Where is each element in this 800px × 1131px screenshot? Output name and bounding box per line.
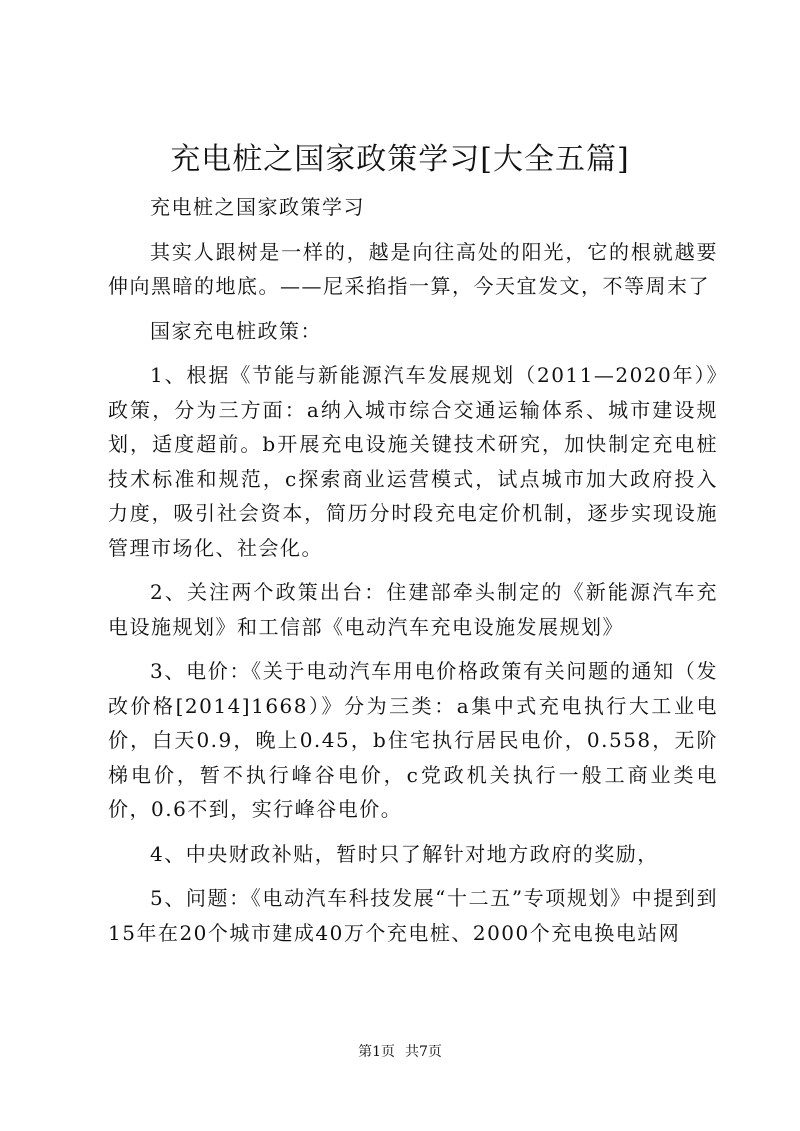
paragraph-item-1: 1、根据《节能与新能源汽车发展规划（2011—2020年）》政策，分为三方面：a纳入城市综合交通运输体系、城市建设规划，适度超前。b开展充电设施关键技术研究，加快制定充电桩技术标准和规范，c探索商业运营模式，试点城市加大政府投入力度，吸引社会资本，简历分时段充电定价机制，逐步实现设施管理市场化、社会化。 xyxy=(108,363,718,560)
page-footer xyxy=(0,1042,800,1062)
document-title: 充电桩之国家政策学习[大全五篇] xyxy=(170,142,630,177)
paragraph-item-4: 4、中央财政补贴，暂时只了解针对地方政府的奖励， xyxy=(150,841,659,866)
page-total: 共7页 xyxy=(405,1044,442,1060)
paragraph-item-5: 5、问题：《电动汽车科技发展“十二五”专项规划》中提到到15年在20个城市建成40万个充电桩、2000个充电换电站网 xyxy=(108,886,718,945)
paragraph-subtitle: 充电桩之国家政策学习 xyxy=(150,195,365,219)
paragraph-item-3: 3、电价：《关于电动汽车用电价格政策有关问题的通知（发改价格[2014]1668）》分为三类：a集中式充电执行大工业电价，白天0.9，晚上0.45，b住宅执行居民电价，0.558，无阶梯电价，暂不执行峰谷电价，c党政机关执行一般工商业类电价，0.6不到，实行峰谷电价。 xyxy=(108,659,718,821)
paragraph-policy-heading: 国家充电桩政策： xyxy=(150,318,322,343)
paragraph-quote: 其实人跟树是一样的，越是向往高处的阳光，它的根就越要伸向黑暗的地底。——尼采掐指一算，今天宜发文，不等周末了 xyxy=(108,239,718,298)
page-number: 第1页 xyxy=(358,1044,395,1060)
paragraph-item-2: 2、关注两个政策出台：住建部牵头制定的《新能源汽车充电设施规划》和工信部《电动汽车充电设施发展规划》 xyxy=(108,580,718,639)
document-body xyxy=(108,190,718,950)
